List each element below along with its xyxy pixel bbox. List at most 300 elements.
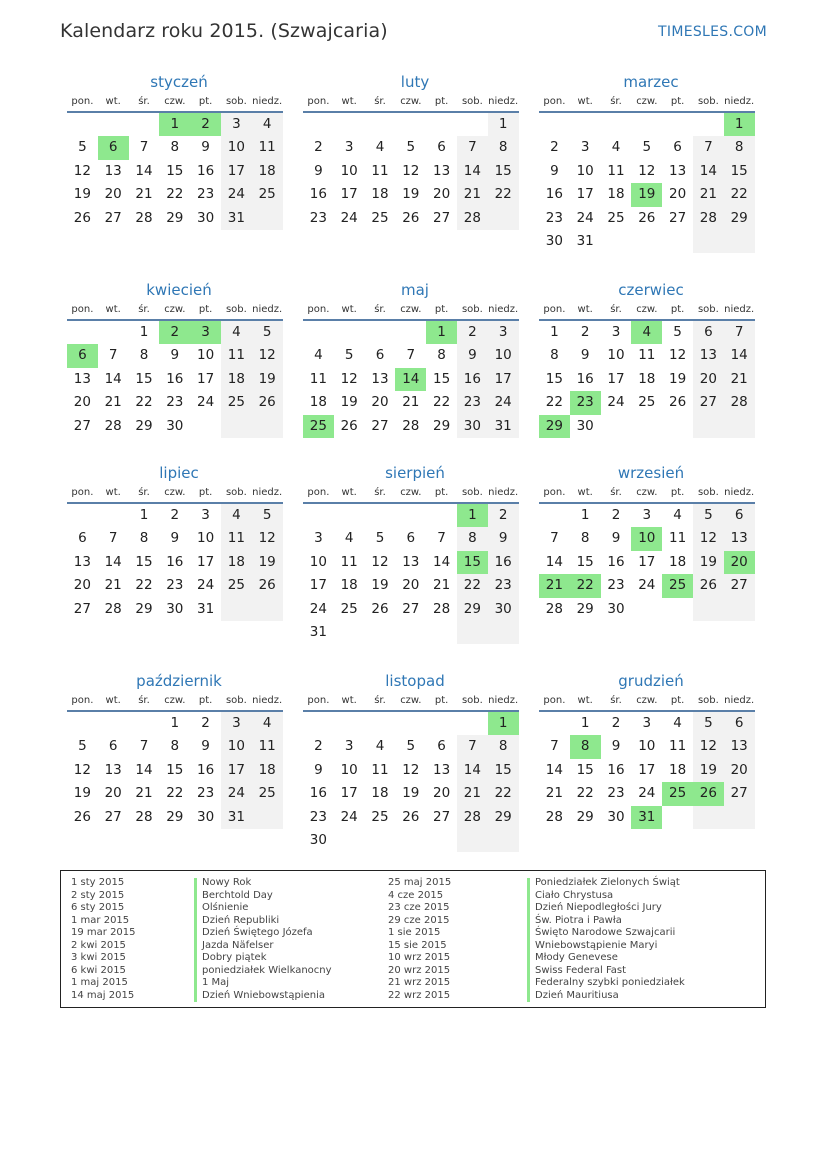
weekday-header: pon. <box>539 691 570 712</box>
empty-cell <box>395 829 426 852</box>
weekday-header: pon. <box>303 691 334 712</box>
day-cell: 27 <box>371 417 389 434</box>
day-cell: 27 <box>402 600 420 617</box>
legend-entry: 21 wrz 2015 <box>388 977 451 988</box>
day-cell: 3 <box>221 712 252 735</box>
empty-cell <box>539 712 570 735</box>
month-days-grid <box>67 483 283 621</box>
day-cell: 9 <box>314 761 323 778</box>
month-days-grid <box>303 483 519 644</box>
month-days-grid <box>303 300 519 438</box>
day-cell: 9 <box>201 139 210 156</box>
day-cell: 8 <box>488 735 519 758</box>
day-cell: 3 <box>642 715 652 731</box>
day-cell: 15 <box>166 761 184 778</box>
day-cell: 25 <box>221 574 252 597</box>
weekday-header: czw. <box>159 92 190 113</box>
day-cell: 18 <box>221 551 252 574</box>
day-cell: 14 <box>395 368 426 391</box>
month-block <box>303 72 519 230</box>
day-cell: 30 <box>196 209 215 226</box>
day-cell: 22 <box>570 574 601 597</box>
weekday-header: pt. <box>426 691 457 712</box>
empty-cell <box>334 712 365 735</box>
weekday-header: niedz. <box>488 300 519 321</box>
day-cell: 13 <box>104 761 122 778</box>
day-cell: 8 <box>139 347 149 364</box>
weekday-header: sob. <box>693 691 724 712</box>
day-cell: 13 <box>724 527 755 550</box>
weekday-header: sob. <box>693 483 724 504</box>
day-cell: 15 <box>724 160 755 183</box>
empty-cell <box>724 415 755 438</box>
day-cell: 9 <box>457 344 488 367</box>
weekday-header: śr. <box>129 300 160 321</box>
day-cell: 7 <box>457 735 488 758</box>
day-cell: 16 <box>576 370 594 387</box>
weekday-header: sob. <box>457 92 488 113</box>
day-cell: 6 <box>98 136 129 159</box>
day-cell: 7 <box>108 530 118 547</box>
day-cell: 19 <box>252 368 283 391</box>
day-cell: 13 <box>73 553 91 570</box>
empty-cell <box>426 829 457 852</box>
day-cell: 16 <box>196 761 215 778</box>
day-cell: 11 <box>309 370 327 387</box>
day-cell: 25 <box>662 782 693 805</box>
day-cell: 3 <box>190 321 221 344</box>
day-cell: 17 <box>340 785 358 802</box>
weekday-header: niedz. <box>252 92 283 113</box>
legend-entry: 19 mar 2015 <box>71 927 136 938</box>
day-cell: 6 <box>724 504 755 527</box>
weekday-header: śr. <box>365 483 396 504</box>
day-cell: 2 <box>314 139 323 156</box>
legend-entry: Berchtold Day <box>202 889 273 901</box>
day-cell: 3 <box>580 139 590 156</box>
legend-entry: 6 sty 2015 <box>71 902 125 913</box>
empty-cell <box>365 113 396 136</box>
day-cell: 28 <box>693 207 724 230</box>
day-cell: 8 <box>139 530 149 547</box>
day-cell: 23 <box>607 785 625 802</box>
legend-entry: Dzień Świętego Józefa <box>202 927 313 938</box>
day-cell: 23 <box>545 209 563 226</box>
day-cell: 30 <box>607 600 625 617</box>
empty-cell <box>693 598 724 621</box>
day-cell: 6 <box>673 139 682 156</box>
weekday-header: sob. <box>693 92 724 113</box>
day-cell: 5 <box>252 504 283 527</box>
weekday-header: sob. <box>221 92 252 113</box>
weekday-header: niedz. <box>488 691 519 712</box>
day-cell: 13 <box>724 735 755 758</box>
day-cell: 27 <box>104 209 122 226</box>
month-name: sierpień <box>385 464 445 482</box>
day-cell: 30 <box>309 831 327 848</box>
weekday-header: czw. <box>395 483 426 504</box>
day-cell: 28 <box>545 808 563 825</box>
weekday-header: pon. <box>539 483 570 504</box>
day-cell: 2 <box>457 321 488 344</box>
day-cell: 12 <box>73 162 91 179</box>
month-days-grid <box>539 483 755 621</box>
weekday-header: wt. <box>570 483 601 504</box>
day-cell: 21 <box>457 183 488 206</box>
month-name: grudzień <box>618 672 684 690</box>
day-cell: 12 <box>693 527 724 550</box>
day-cell: 11 <box>252 735 283 758</box>
empty-cell <box>631 598 662 621</box>
day-cell: 7 <box>108 347 118 364</box>
legend-entry: 4 cze 2015 <box>388 889 444 901</box>
legend-left-names <box>202 877 332 1002</box>
day-cell: 13 <box>432 162 451 179</box>
day-cell: 24 <box>340 808 358 825</box>
weekday-header: pt. <box>662 300 693 321</box>
legend-entry: Dzień Niepodległości Jury <box>535 902 662 913</box>
day-cell: 11 <box>607 162 625 179</box>
weekday-header: czw. <box>631 483 662 504</box>
empty-cell <box>365 829 396 852</box>
empty-cell <box>252 207 283 230</box>
day-cell: 3 <box>344 738 354 755</box>
month-days-grid <box>67 92 283 230</box>
day-cell: 23 <box>457 391 488 414</box>
weekday-header: pon. <box>303 483 334 504</box>
day-cell: 20 <box>432 186 451 203</box>
day-cell: 9 <box>170 530 180 547</box>
day-cell: 28 <box>457 207 488 230</box>
day-cell: 28 <box>402 417 420 434</box>
legend-entry: Młody Genevese <box>535 952 618 963</box>
day-cell: 25 <box>662 574 693 597</box>
day-cell: 10 <box>638 738 656 755</box>
legend-entry: Dzień Mauritiusa <box>535 989 619 1001</box>
empty-cell <box>570 113 601 136</box>
day-cell: 5 <box>673 324 682 340</box>
day-cell: 31 <box>631 806 662 829</box>
empty-cell <box>334 504 365 527</box>
day-cell: 3 <box>201 507 210 523</box>
empty-cell <box>190 415 221 438</box>
day-cell: 14 <box>104 553 122 570</box>
day-cell: 8 <box>580 530 590 547</box>
empty-cell <box>98 113 129 136</box>
brand-logo[interactable]: TIMESLES.COM <box>658 24 767 40</box>
weekday-header: wt. <box>98 691 129 712</box>
day-cell: 29 <box>166 808 184 825</box>
empty-cell <box>334 621 365 644</box>
day-cell: 18 <box>252 759 283 782</box>
legend-entry: 1 maj 2015 <box>71 977 128 988</box>
month-block <box>539 463 755 621</box>
day-cell: 24 <box>196 394 215 411</box>
day-cell: 10 <box>340 761 358 778</box>
weekday-header: wt. <box>98 300 129 321</box>
day-cell: 19 <box>693 551 724 574</box>
day-cell: 26 <box>371 600 389 617</box>
day-cell: 29 <box>166 209 184 226</box>
day-cell: 22 <box>576 785 594 802</box>
weekday-header: śr. <box>601 92 632 113</box>
day-cell: 10 <box>309 553 327 570</box>
day-cell: 10 <box>607 347 625 364</box>
day-cell: 7 <box>139 738 149 755</box>
empty-cell <box>98 504 129 527</box>
day-cell: 3 <box>314 530 323 547</box>
empty-cell <box>631 230 662 253</box>
month-days-grid <box>67 300 283 438</box>
day-cell: 2 <box>159 321 190 344</box>
day-cell: 1 <box>580 507 590 523</box>
day-cell: 31 <box>309 623 327 640</box>
day-cell: 19 <box>668 370 687 387</box>
month-block <box>67 72 283 230</box>
day-cell: 26 <box>252 574 283 597</box>
day-cell: 30 <box>166 417 184 434</box>
month-name: marzec <box>623 73 679 91</box>
day-cell: 22 <box>545 394 563 411</box>
day-cell: 17 <box>638 761 656 778</box>
day-cell: 27 <box>104 808 122 825</box>
day-cell: 6 <box>67 344 98 367</box>
day-cell: 30 <box>545 232 563 249</box>
empty-cell <box>334 321 365 344</box>
legend-entry: 1 sie 2015 <box>388 927 441 938</box>
weekday-header: sob. <box>457 691 488 712</box>
day-cell: 26 <box>73 209 91 226</box>
day-cell: 14 <box>135 162 153 179</box>
empty-cell <box>662 230 693 253</box>
day-cell: 31 <box>221 207 252 230</box>
day-cell: 13 <box>432 761 451 778</box>
day-cell: 20 <box>402 577 420 594</box>
day-cell: 28 <box>135 209 153 226</box>
weekday-header: czw. <box>631 300 662 321</box>
empty-cell <box>601 113 632 136</box>
weekday-header: niedz. <box>488 92 519 113</box>
weekday-header: niedz. <box>724 483 755 504</box>
day-cell: 22 <box>135 577 153 594</box>
day-cell: 30 <box>457 415 488 438</box>
empty-cell <box>395 621 426 644</box>
legend-entry: 2 sty 2015 <box>71 889 125 901</box>
day-cell: 26 <box>668 394 687 411</box>
day-cell: 21 <box>545 785 563 802</box>
day-cell: 5 <box>252 321 283 344</box>
day-cell: 5 <box>406 738 416 755</box>
day-cell: 22 <box>488 183 519 206</box>
day-cell: 12 <box>252 344 283 367</box>
day-cell: 17 <box>638 553 656 570</box>
month-block <box>539 280 755 438</box>
day-cell: 4 <box>221 321 252 344</box>
day-cell: 19 <box>73 186 91 203</box>
day-cell: 2 <box>488 504 519 527</box>
day-cell: 15 <box>545 370 563 387</box>
day-cell: 16 <box>309 186 327 203</box>
day-cell: 18 <box>607 186 625 203</box>
weekday-header: śr. <box>129 483 160 504</box>
day-cell: 9 <box>314 162 323 179</box>
day-cell: 13 <box>73 370 91 387</box>
day-cell: 23 <box>196 186 215 203</box>
legend-entry: poniedziałek Wielkanocny <box>202 964 332 976</box>
day-cell: 17 <box>309 577 327 594</box>
weekday-header: niedz. <box>252 483 283 504</box>
empty-cell <box>365 504 396 527</box>
day-cell: 23 <box>309 209 327 226</box>
legend-entry: Wniebowstąpienie Maryi <box>535 939 658 951</box>
empty-cell <box>724 806 755 829</box>
day-cell: 16 <box>607 553 625 570</box>
day-cell: 9 <box>580 347 590 364</box>
weekday-header: śr. <box>365 92 396 113</box>
month-block <box>539 671 755 829</box>
day-cell: 1 <box>550 324 559 340</box>
day-cell: 26 <box>402 808 420 825</box>
day-cell: 20 <box>693 368 724 391</box>
day-cell: 11 <box>221 527 252 550</box>
day-cell: 8 <box>724 136 755 159</box>
day-cell: 25 <box>221 391 252 414</box>
day-cell: 31 <box>196 600 215 617</box>
day-cell: 15 <box>488 160 519 183</box>
day-cell: 2 <box>170 507 180 523</box>
day-cell: 7 <box>139 139 149 156</box>
empty-cell <box>98 321 129 344</box>
day-cell: 25 <box>371 209 389 226</box>
day-cell: 22 <box>457 574 488 597</box>
day-cell: 3 <box>344 139 354 156</box>
day-cell: 5 <box>693 712 724 735</box>
legend-entry: 1 sty 2015 <box>71 877 125 888</box>
day-cell: 11 <box>221 344 252 367</box>
empty-cell <box>395 504 426 527</box>
empty-cell <box>693 113 724 136</box>
legend-entry: Dzień Wniebowstąpienia <box>202 989 325 1001</box>
day-cell: 3 <box>488 321 519 344</box>
day-cell: 19 <box>371 577 389 594</box>
day-cell: 10 <box>221 136 252 159</box>
day-cell: 4 <box>221 504 252 527</box>
day-cell: 17 <box>221 160 252 183</box>
weekday-header: śr. <box>365 300 396 321</box>
day-cell: 17 <box>221 759 252 782</box>
day-cell: 12 <box>402 761 420 778</box>
day-cell: 25 <box>303 415 334 438</box>
weekday-header: śr. <box>601 691 632 712</box>
day-cell: 23 <box>607 577 625 594</box>
empty-cell <box>693 806 724 829</box>
day-cell: 31 <box>488 415 519 438</box>
day-cell: 12 <box>340 370 358 387</box>
legend-entry: Dzień Republiki <box>202 914 280 926</box>
day-cell: 8 <box>170 738 180 755</box>
empty-cell <box>601 415 632 438</box>
day-cell: 14 <box>457 759 488 782</box>
empty-cell <box>395 712 426 735</box>
legend-entry: Ciało Chrystusa <box>535 889 614 901</box>
day-cell: 14 <box>724 344 755 367</box>
month-block <box>539 72 755 253</box>
day-cell: 12 <box>668 347 687 364</box>
day-cell: 6 <box>724 712 755 735</box>
day-cell: 18 <box>668 553 687 570</box>
weekday-header: sob. <box>221 300 252 321</box>
day-cell: 31 <box>576 232 594 249</box>
day-cell: 7 <box>550 738 559 755</box>
day-cell: 20 <box>73 577 91 594</box>
empty-cell <box>221 598 252 621</box>
day-cell: 23 <box>488 574 519 597</box>
day-cell: 8 <box>457 527 488 550</box>
day-cell: 24 <box>196 577 215 594</box>
day-cell: 22 <box>166 785 184 802</box>
empty-cell <box>457 829 488 852</box>
month-name: kwiecień <box>146 281 212 299</box>
day-cell: 27 <box>724 782 755 805</box>
empty-cell <box>365 621 396 644</box>
day-cell: 16 <box>196 162 215 179</box>
day-cell: 22 <box>724 183 755 206</box>
legend-entry: Swiss Federal Fast <box>535 964 627 976</box>
legend-entry: Poniedziałek Zielonych Świąt <box>535 877 680 888</box>
empty-cell <box>252 806 283 829</box>
day-cell: 24 <box>221 183 252 206</box>
day-cell: 1 <box>580 715 590 731</box>
empty-cell <box>67 712 98 735</box>
weekday-header: pt. <box>662 92 693 113</box>
weekday-header: pt. <box>190 92 221 113</box>
month-name: styczeń <box>150 73 208 91</box>
day-cell: 25 <box>607 209 625 226</box>
day-cell: 18 <box>309 394 327 411</box>
day-cell: 2 <box>580 324 590 340</box>
weekday-header: pt. <box>662 691 693 712</box>
day-cell: 14 <box>693 160 724 183</box>
day-cell: 7 <box>693 136 724 159</box>
day-cell: 24 <box>340 209 358 226</box>
day-cell: 21 <box>457 782 488 805</box>
day-cell: 9 <box>611 738 621 755</box>
day-cell: 25 <box>252 782 283 805</box>
day-cell: 18 <box>252 160 283 183</box>
weekday-header: pt. <box>426 483 457 504</box>
day-cell: 27 <box>693 391 724 414</box>
day-cell: 24 <box>638 577 656 594</box>
day-cell: 30 <box>196 808 215 825</box>
day-cell: 12 <box>693 735 724 758</box>
weekday-header: pon. <box>67 691 98 712</box>
day-cell: 17 <box>576 186 594 203</box>
weekday-header: śr. <box>129 92 160 113</box>
weekday-header: wt. <box>98 483 129 504</box>
day-cell: 21 <box>135 186 153 203</box>
day-cell: 20 <box>432 785 451 802</box>
legend-entry: Nowy Rok <box>202 877 252 888</box>
day-cell: 11 <box>340 553 358 570</box>
day-cell: 20 <box>104 186 122 203</box>
day-cell: 13 <box>693 344 724 367</box>
weekday-header: pt. <box>190 300 221 321</box>
day-cell: 10 <box>221 735 252 758</box>
empty-cell <box>426 621 457 644</box>
weekday-header: wt. <box>570 691 601 712</box>
day-cell: 13 <box>371 370 389 387</box>
day-cell: 29 <box>576 808 594 825</box>
